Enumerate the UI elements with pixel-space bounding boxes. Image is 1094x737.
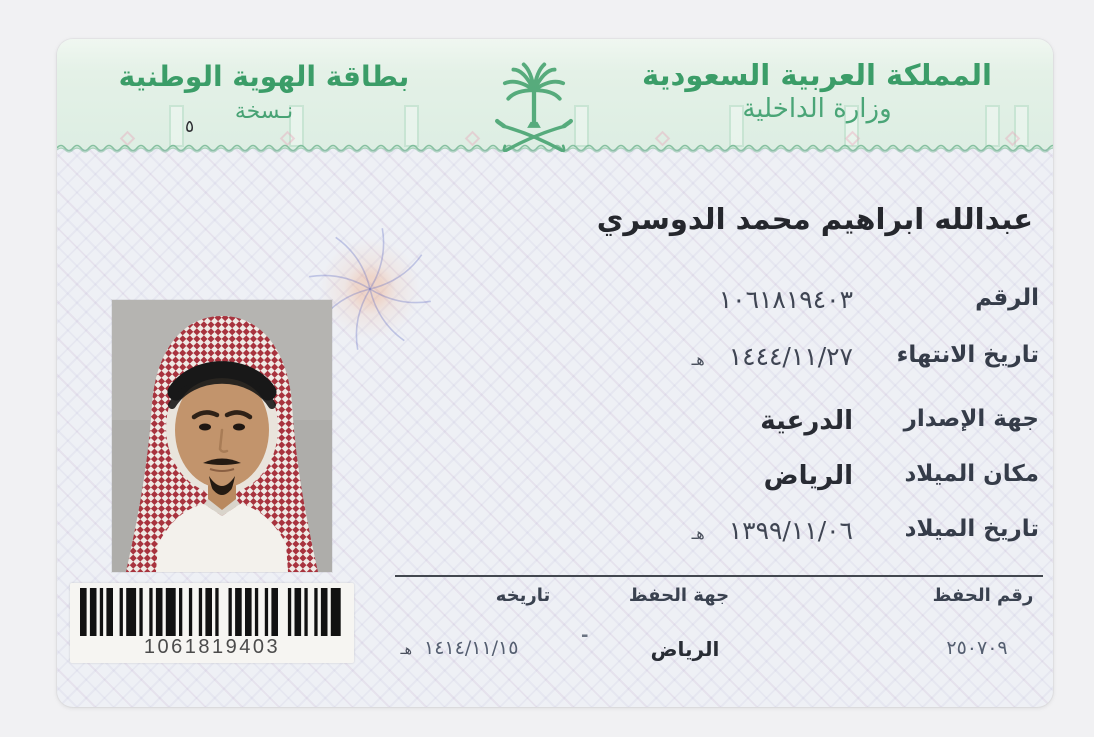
expiry-date-label: تاريخ الانتهاء [896,342,1039,368]
portrait-photo [112,300,332,572]
hijri-suffix: هـ [691,524,705,543]
record-authority-label: جهة الحفظ [628,585,730,606]
issuing-authority-label: جهة الإصدار [903,406,1039,432]
birth-date-value: ١٣٩٩/١١/٠٦هـ [691,516,853,545]
birth-place-value: الرياض [763,461,853,491]
record-divider-line [395,575,1043,577]
id-number-label: الرقم [975,285,1039,311]
national-id-card [57,39,1053,707]
issuing-authority-value: الدرعية [760,406,853,436]
id-number-value: ١٠٦١٨١٩٤٠٣ [718,285,853,314]
kingdom-title: المملكة العربية السعودية [642,58,992,92]
record-authority-value: الرياض [650,637,720,661]
hijri-suffix: هـ [691,350,705,369]
card-type-title: بطاقة الهوية الوطنية [118,60,410,93]
ministry-title: وزارة الداخلية [742,94,892,124]
copy-label: نـسخة [234,99,294,124]
record-dash-mark: - [581,625,589,646]
guilloche-separator [57,141,1053,157]
record-date-label: تاريخه [495,585,551,606]
header-band [57,39,1053,149]
barcode-number: 1061819403 [143,636,281,658]
header-right-block [597,58,1037,124]
record-date-value: ١٤١٤/١١/١٥هـ [400,637,519,659]
record-number-value: ٢٥٠٧٠٩ [946,637,1008,659]
birth-date-label: تاريخ الميلاد [904,516,1039,542]
record-number-label: رقم الحفظ [932,585,1034,606]
hijri-suffix: هـ [400,642,413,658]
expiry-date-value: ١٤٤٤/١١/٢٧هـ [691,342,853,371]
barcode [70,583,354,663]
copy-number: ٥ [185,117,195,137]
header-left-block [79,60,449,124]
birth-place-label: مكان الميلاد [904,461,1039,487]
holder-name: عبدالله ابراهيم محمد الدوسري [596,202,1033,236]
barcode-bars [80,588,344,636]
